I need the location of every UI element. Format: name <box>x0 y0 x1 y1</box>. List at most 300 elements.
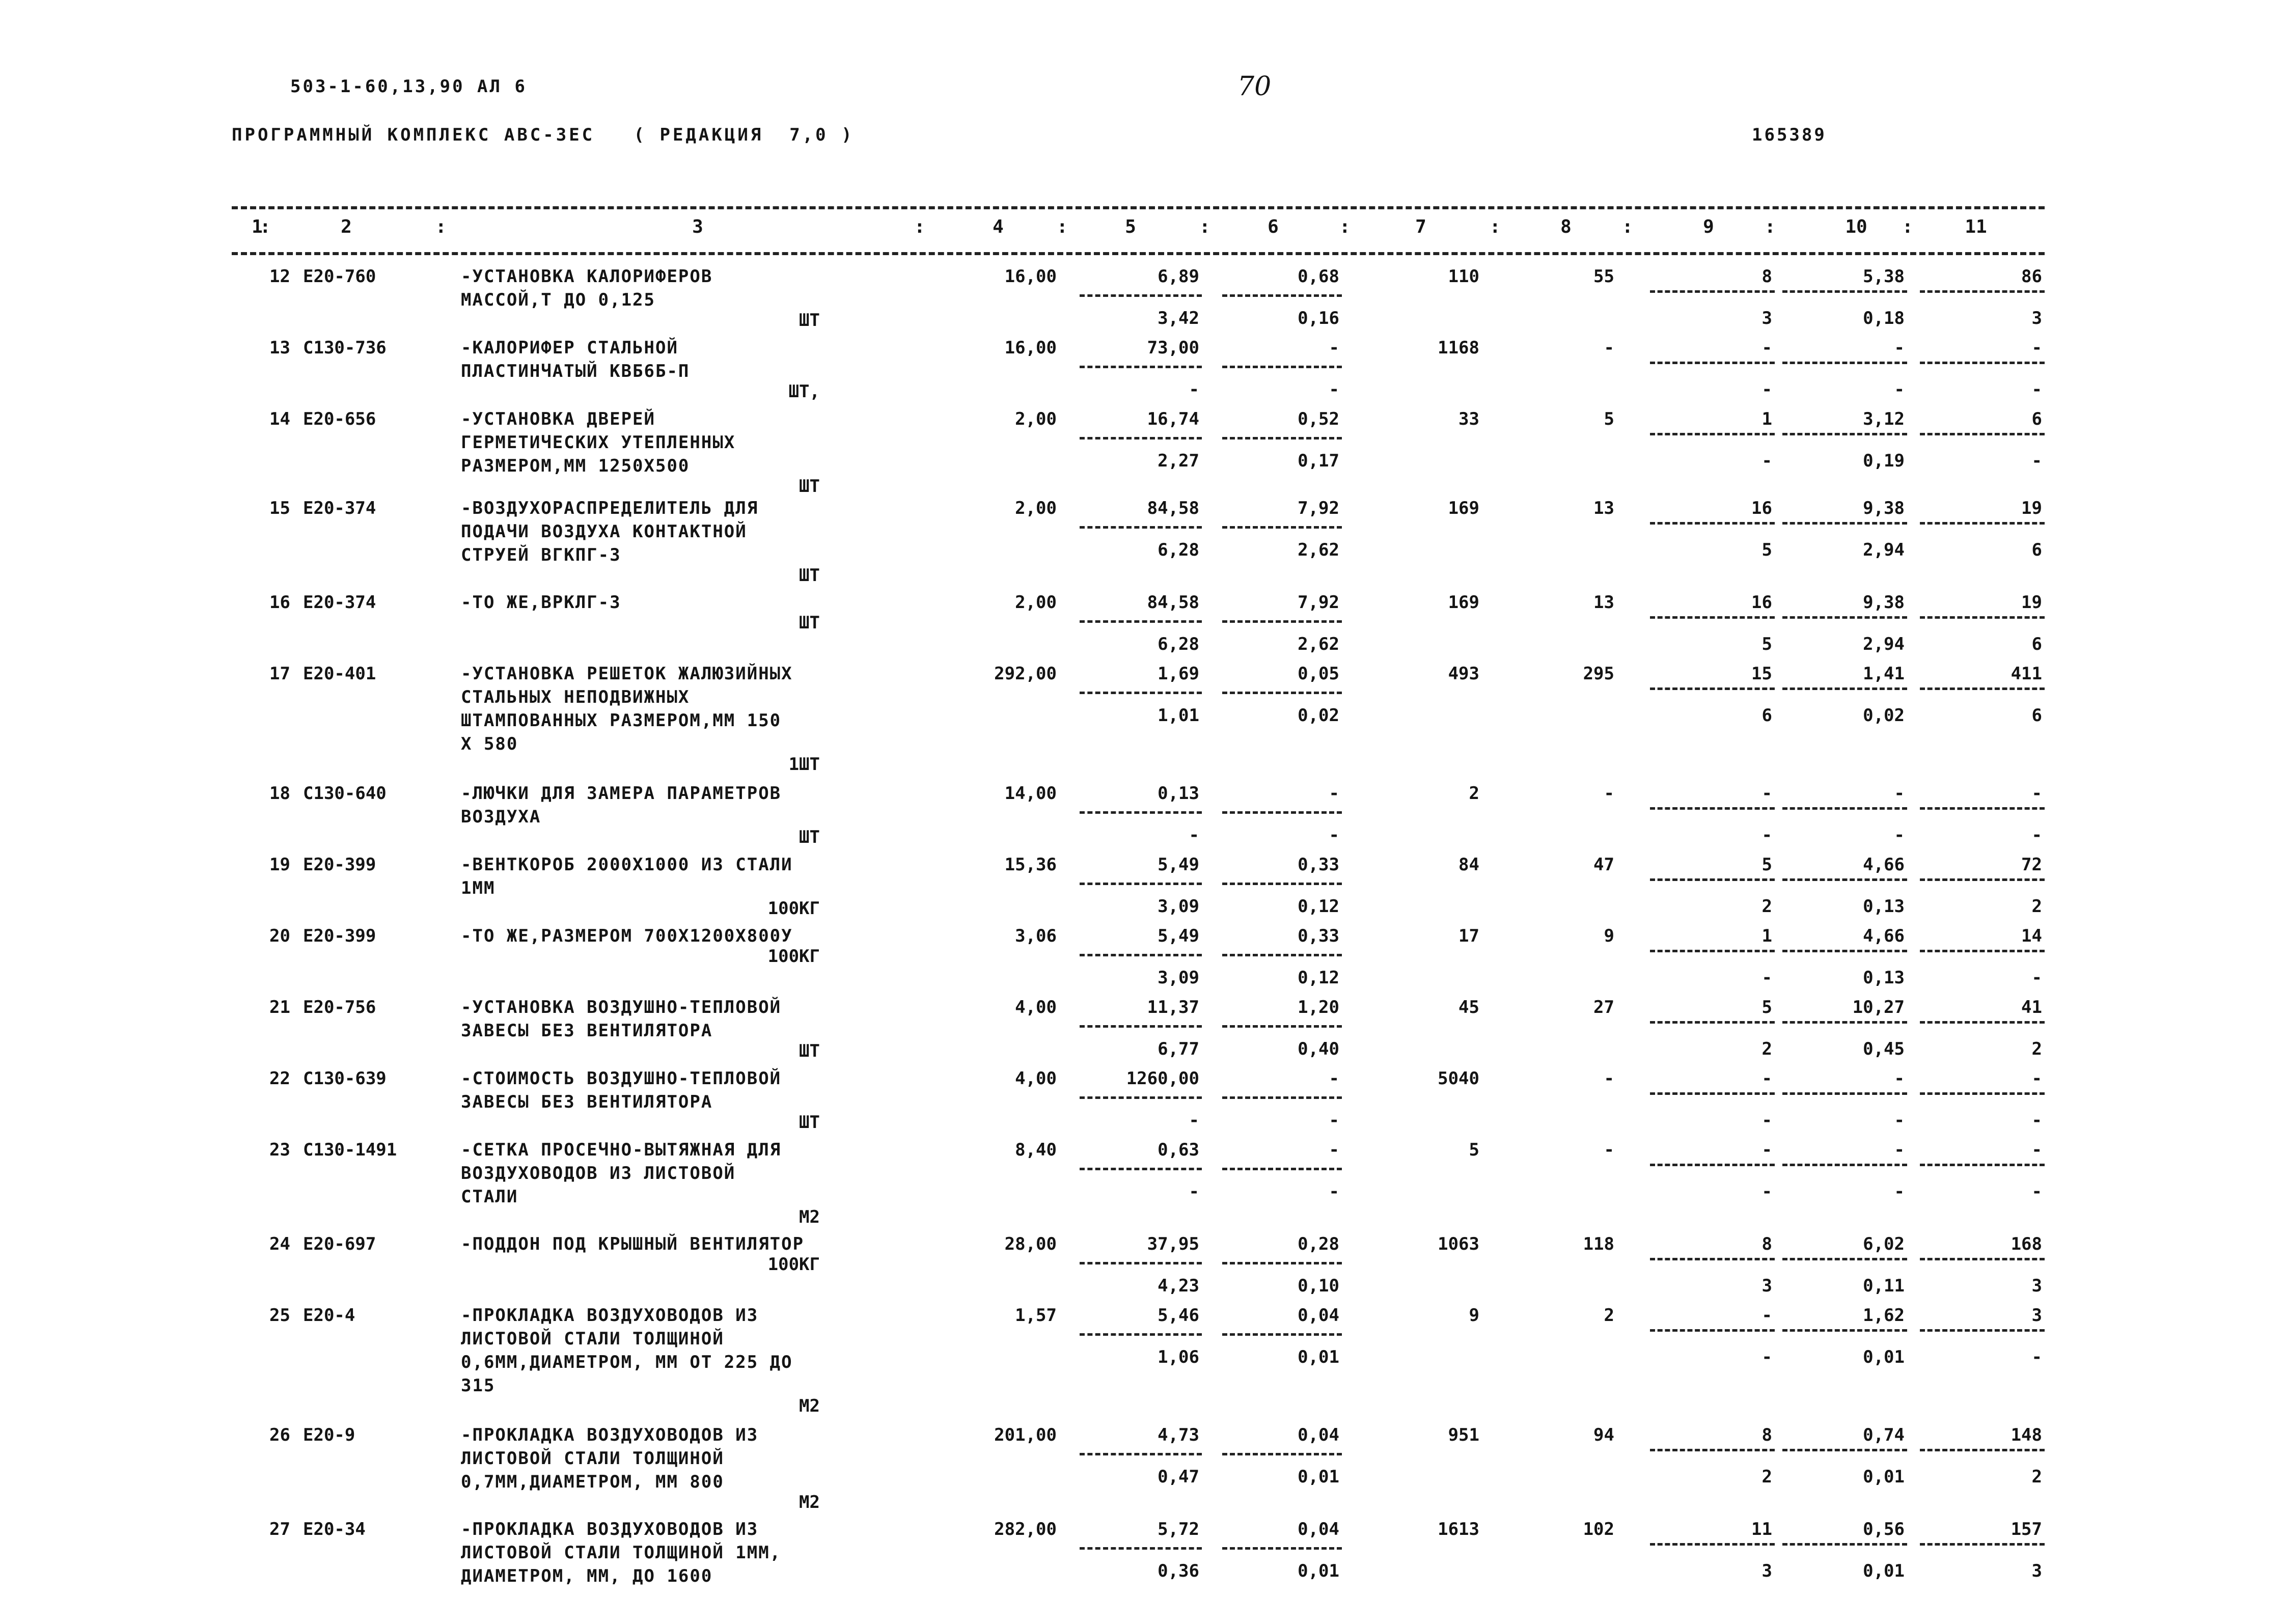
total-wages: 13 <box>1593 592 1614 613</box>
price-code: Е20-697 <box>303 1234 376 1254</box>
dashed-separator <box>1920 1092 2045 1095</box>
unit-cost-wages-secondary: 0,01 <box>1298 1467 1339 1487</box>
dashed-separator <box>1650 522 1775 525</box>
col11-value: 157 <box>2011 1519 2042 1539</box>
row-number: 24 <box>269 1234 290 1254</box>
col10-value: 9,38 <box>1863 592 1905 613</box>
col11-secondary: - <box>2031 1347 2042 1367</box>
description-line: -СТОИМОСТЬ ВОЗДУШНО-ТЕПЛОВОЙ <box>461 1068 782 1089</box>
description-line: ДИАМЕТРОМ, ММ, ДО 1600 <box>461 1566 713 1586</box>
dashed-separator <box>1222 1025 1342 1028</box>
dashed-separator <box>1782 1329 1907 1332</box>
dashed-separator <box>1782 1021 1907 1024</box>
col11-value: 41 <box>2021 997 2042 1017</box>
unit-of-measure: ШТ, <box>788 381 820 402</box>
unit-cost: 4,73 <box>1158 1425 1199 1445</box>
col10-value: 10,27 <box>1852 997 1905 1017</box>
row-number: 27 <box>269 1519 290 1539</box>
price-code: С130-639 <box>303 1068 387 1089</box>
dashed-separator <box>1782 1092 1907 1095</box>
description-line: -УСТАНОВКА ВОЗДУШНО-ТЕПЛОВОЙ <box>461 997 782 1017</box>
dashed-separator <box>1920 950 2045 952</box>
dashed-separator <box>1782 950 1907 952</box>
dashed-separator <box>1920 807 2045 810</box>
col10-value: 0,74 <box>1863 1425 1905 1445</box>
col9-secondary: 2 <box>1761 896 1772 917</box>
document-code: 503-1-60,13,90 АЛ 6 <box>290 76 527 97</box>
dashed-separator <box>1080 620 1202 623</box>
description-line: Х 580 <box>461 734 518 754</box>
description-line: СТАЛЬНЫХ НЕПОДВИЖНЫХ <box>461 687 690 707</box>
price-code: Е20-374 <box>303 498 376 518</box>
unit-of-measure: М2 <box>799 1207 820 1227</box>
dashed-separator <box>1920 616 2045 619</box>
col9-value: 8 <box>1761 1234 1772 1254</box>
total-cost: 33 <box>1458 409 1479 429</box>
unit-cost: 11,37 <box>1147 997 1199 1017</box>
unit-cost-wages-secondary: 0,16 <box>1298 308 1339 328</box>
total-wages: - <box>1604 338 1614 358</box>
col11-value: - <box>2031 1140 2042 1160</box>
unit-cost-secondary: 6,28 <box>1158 634 1199 654</box>
description-line: -УСТАНОВКА РЕШЕТОК ЖАЛЮЗИЙНЫХ <box>461 664 793 684</box>
row-number: 12 <box>269 266 290 287</box>
total-cost: 17 <box>1458 926 1479 946</box>
unit-cost-secondary: 6,28 <box>1158 540 1199 560</box>
unit-cost: 6,89 <box>1158 266 1199 287</box>
col10-secondary: 0,01 <box>1863 1467 1905 1487</box>
quantity: 8,40 <box>1015 1140 1057 1160</box>
quantity: 28,00 <box>1004 1234 1057 1254</box>
unit-cost: 73,00 <box>1147 338 1199 358</box>
col11-secondary: 2 <box>2031 1467 2042 1487</box>
dashed-separator <box>1920 1449 2045 1451</box>
col-header-4: 4 <box>993 216 1004 237</box>
unit-cost-wages: - <box>1329 1140 1339 1160</box>
dashed-separator <box>1650 1329 1775 1332</box>
col11-secondary: - <box>2031 968 2042 988</box>
col9-secondary: 6 <box>1761 705 1772 726</box>
dashed-separator <box>1080 526 1202 529</box>
col9-value: 16 <box>1751 592 1772 613</box>
col11-secondary: 6 <box>2031 705 2042 726</box>
col-header-5: 5 <box>1125 216 1136 237</box>
total-wages: - <box>1604 783 1614 804</box>
dashed-separator <box>1920 290 2045 293</box>
row-number: 16 <box>269 592 290 613</box>
unit-cost-wages-secondary: 0,17 <box>1298 451 1339 471</box>
unit-cost-wages: - <box>1329 783 1339 804</box>
col9-value: 8 <box>1761 1425 1772 1445</box>
description-line: -ТО ЖЕ,ВРКЛГ-3 <box>461 592 621 613</box>
unit-of-measure: ШТ <box>799 476 820 497</box>
dashed-separator <box>1650 1543 1775 1546</box>
description-line: ШТАМПОВАННЫХ РАЗМЕРОМ,ММ 150 <box>461 710 782 731</box>
unit-cost-wages-secondary: 0,12 <box>1298 896 1339 917</box>
col11-secondary: 6 <box>2031 634 2042 654</box>
row-number: 14 <box>269 409 290 429</box>
dashed-separator <box>1222 692 1342 694</box>
dashed-separator <box>1782 807 1907 810</box>
quantity: 282,00 <box>994 1519 1057 1539</box>
unit-of-measure: ШТ <box>799 1112 820 1133</box>
description-line: -ПРОКЛАДКА ВОЗДУХОВОДОВ ИЗ <box>461 1519 759 1539</box>
row-number: 20 <box>269 926 290 946</box>
unit-cost-wages: 0,04 <box>1298 1519 1339 1539</box>
dashed-separator <box>1650 433 1775 435</box>
col11-secondary: 2 <box>2031 1039 2042 1059</box>
description-line: -ПОДДОН ПОД КРЫШНЫЙ ВЕНТИЛЯТОР <box>461 1234 805 1254</box>
unit-cost-secondary: 2,27 <box>1158 451 1199 471</box>
col10-secondary: 0,19 <box>1863 451 1905 471</box>
unit-cost-secondary: - <box>1189 379 1199 400</box>
col10-value: 3,12 <box>1863 409 1905 429</box>
col10-secondary: - <box>1894 379 1905 400</box>
total-cost: 2 <box>1469 783 1479 804</box>
unit-of-measure: 1ШТ <box>788 754 820 775</box>
col10-secondary: 2,94 <box>1863 634 1905 654</box>
row-number: 17 <box>269 664 290 684</box>
dashed-separator <box>1080 692 1202 694</box>
unit-of-measure: 100КГ <box>767 1254 820 1275</box>
column-header-row: 1 : 2 : 3 : 4 : 5 : 6 : 7 : 8 : 9 : 10 : 11 <box>232 216 2045 247</box>
col11-value: 19 <box>2021 498 2042 518</box>
col10-secondary: 0,13 <box>1863 896 1905 917</box>
description-line: МАССОЙ,Т ДО 0,125 <box>461 290 655 310</box>
dashed-separator <box>1782 1543 1907 1546</box>
dashed-separator <box>1080 437 1202 439</box>
col11-value: 19 <box>2021 592 2042 613</box>
unit-cost-secondary: 0,47 <box>1158 1467 1199 1487</box>
unit-cost-wages-secondary: 2,62 <box>1298 634 1339 654</box>
description-line: ГЕРМЕТИЧЕСКИХ УТЕПЛЕННЫХ <box>461 432 736 453</box>
col9-value: - <box>1761 1305 1772 1326</box>
quantity: 3,06 <box>1015 926 1057 946</box>
total-wages: 55 <box>1593 266 1614 287</box>
dashed-separator <box>1080 366 1202 368</box>
col11-secondary: 3 <box>2031 1561 2042 1581</box>
col9-secondary: 5 <box>1761 540 1772 560</box>
dashed-separator <box>1080 954 1202 956</box>
col9-secondary: 5 <box>1761 634 1772 654</box>
description-line: 1ММ <box>461 878 495 898</box>
unit-cost-secondary: 1,01 <box>1158 705 1199 726</box>
col11-secondary: 2 <box>2031 896 2042 917</box>
quantity: 15,36 <box>1004 855 1057 875</box>
col-header-9: 9 <box>1703 216 1714 237</box>
col9-secondary: 2 <box>1761 1467 1772 1487</box>
price-code: Е20-374 <box>303 592 376 613</box>
description-line: 0,6ММ,ДИАМЕТРОМ, ММ ОТ 225 ДО <box>461 1352 793 1372</box>
unit-of-measure: ШТ <box>799 565 820 586</box>
row-number: 13 <box>269 338 290 358</box>
price-code: Е20-656 <box>303 409 376 429</box>
row-number: 19 <box>269 855 290 875</box>
unit-cost-wages-secondary: 0,01 <box>1298 1347 1339 1367</box>
col9-secondary: - <box>1761 379 1772 400</box>
col10-value: - <box>1894 783 1905 804</box>
quantity: 4,00 <box>1015 1068 1057 1089</box>
dashed-separator <box>1222 620 1342 623</box>
col9-value: - <box>1761 783 1772 804</box>
dashed-separator <box>1650 878 1775 881</box>
row-number: 21 <box>269 997 290 1017</box>
col11-secondary: 3 <box>2031 1276 2042 1296</box>
col10-secondary: - <box>1894 1110 1905 1131</box>
col9-value: 5 <box>1761 997 1772 1017</box>
quantity: 292,00 <box>994 664 1057 684</box>
dashed-separator <box>1080 1262 1202 1264</box>
col9-secondary: - <box>1761 825 1772 845</box>
col10-value: - <box>1894 338 1905 358</box>
col11-secondary: - <box>2031 1110 2042 1131</box>
description-line: 0,7ММ,ДИАМЕТРОМ, ММ 800 <box>461 1472 724 1492</box>
col10-value: 4,66 <box>1863 855 1905 875</box>
col9-value: 5 <box>1761 855 1772 875</box>
unit-of-measure: М2 <box>799 1492 820 1512</box>
col9-secondary: - <box>1761 1110 1772 1131</box>
unit-cost-secondary: - <box>1189 1110 1199 1131</box>
description-line: ПОДАЧИ ВОЗДУХА КОНТАКТНОЙ <box>461 521 747 542</box>
col11-value: 72 <box>2021 855 2042 875</box>
description-line: -ЛЮЧКИ ДЛЯ ЗАМЕРА ПАРАМЕТРОВ <box>461 783 782 804</box>
quantity: 1,57 <box>1015 1305 1057 1326</box>
row-number: 26 <box>269 1425 290 1445</box>
col11-value: 3 <box>2031 1305 2042 1326</box>
col11-secondary: 3 <box>2031 308 2042 328</box>
total-wages: 9 <box>1604 926 1614 946</box>
dashed-separator <box>1782 878 1907 881</box>
unit-cost-secondary: 3,09 <box>1158 896 1199 917</box>
total-wages: 13 <box>1593 498 1614 518</box>
dashed-separator <box>1222 883 1342 885</box>
col9-value: 1 <box>1761 926 1772 946</box>
dashed-separator <box>1650 807 1775 810</box>
quantity: 2,00 <box>1015 592 1057 613</box>
total-cost: 45 <box>1458 997 1479 1017</box>
unit-cost: 84,58 <box>1147 498 1199 518</box>
unit-of-measure: 100КГ <box>767 946 820 967</box>
unit-cost-wages: - <box>1329 338 1339 358</box>
row-number: 22 <box>269 1068 290 1089</box>
col11-secondary: - <box>2031 825 2042 845</box>
dashed-separator <box>1222 1453 1342 1455</box>
unit-cost-wages-secondary: 2,62 <box>1298 540 1339 560</box>
unit-cost-wages-secondary: 0,01 <box>1298 1561 1339 1581</box>
dashed-separator <box>1782 1258 1907 1260</box>
col10-value: - <box>1894 1068 1905 1089</box>
unit-cost-wages-secondary: 0,10 <box>1298 1276 1339 1296</box>
description-line: РАЗМЕРОМ,ММ 1250Х500 <box>461 456 690 476</box>
description-line: -УСТАНОВКА ДВЕРЕЙ <box>461 409 655 429</box>
total-cost: 5 <box>1469 1140 1479 1160</box>
dashed-separator <box>1650 687 1775 690</box>
quantity: 2,00 <box>1015 498 1057 518</box>
col9-value: 1 <box>1761 409 1772 429</box>
col9-value: 16 <box>1751 498 1772 518</box>
dashed-separator <box>1222 1262 1342 1264</box>
col10-value: 6,02 <box>1863 1234 1905 1254</box>
price-code: Е20-399 <box>303 855 376 875</box>
unit-cost: 1260,00 <box>1126 1068 1199 1089</box>
dashed-separator <box>1782 616 1907 619</box>
unit-cost-wages-secondary: 0,02 <box>1298 705 1339 726</box>
dashed-separator <box>1080 811 1202 814</box>
col10-value: - <box>1894 1140 1905 1160</box>
dashed-separator <box>1650 290 1775 293</box>
row-number: 15 <box>269 498 290 518</box>
unit-cost-secondary: 6,77 <box>1158 1039 1199 1059</box>
dashed-separator <box>1920 433 2045 435</box>
unit-cost-secondary: 4,23 <box>1158 1276 1199 1296</box>
unit-cost: 84,58 <box>1147 592 1199 613</box>
unit-of-measure: ШТ <box>799 1041 820 1061</box>
total-cost: 1613 <box>1438 1519 1479 1539</box>
unit-cost-wages: 0,52 <box>1298 409 1339 429</box>
quantity: 16,00 <box>1004 338 1057 358</box>
description-line: ВОЗДУХОВОДОВ ИЗ ЛИСТОВОЙ <box>461 1163 736 1183</box>
dashed-separator <box>1920 1021 2045 1024</box>
unit-cost-wages-secondary: - <box>1329 379 1339 400</box>
unit-cost: 0,13 <box>1158 783 1199 804</box>
col11-value: 148 <box>2011 1425 2042 1445</box>
col11-value: - <box>2031 338 2042 358</box>
row-number: 23 <box>269 1140 290 1160</box>
col-header-7: 7 <box>1415 216 1426 237</box>
description-line: -ПРОКЛАДКА ВОЗДУХОВОДОВ ИЗ <box>461 1425 759 1445</box>
total-wages: 5 <box>1604 409 1614 429</box>
unit-cost-wages-secondary: 0,12 <box>1298 968 1339 988</box>
dashed-separator <box>1650 950 1775 952</box>
dashed-separator <box>1080 1333 1202 1336</box>
dashed-separator <box>1222 294 1342 297</box>
price-code: Е20-4 <box>303 1305 355 1326</box>
col11-value: - <box>2031 1068 2042 1089</box>
unit-of-measure: ШТ <box>799 827 820 847</box>
description-line: СТРУЕЙ ВГКПГ-3 <box>461 545 621 565</box>
col11-secondary: - <box>2031 451 2042 471</box>
total-wages: 295 <box>1583 664 1614 684</box>
dashed-separator <box>1080 1547 1202 1550</box>
unit-cost: 5,49 <box>1158 926 1199 946</box>
price-code: С130-1491 <box>303 1140 397 1160</box>
dashed-separator <box>1782 362 1907 364</box>
dashed-separator <box>1920 1164 2045 1166</box>
total-cost: 493 <box>1448 664 1479 684</box>
unit-cost-wages: 0,33 <box>1298 926 1339 946</box>
dashed-separator <box>1080 294 1202 297</box>
page-number: 70 <box>1237 71 1272 102</box>
unit-cost-wages: 0,05 <box>1298 664 1339 684</box>
dashed-separator <box>1222 811 1342 814</box>
description-line: 315 <box>461 1375 495 1396</box>
col9-value: 11 <box>1751 1519 1772 1539</box>
col10-secondary: 0,01 <box>1863 1561 1905 1581</box>
unit-cost-secondary: 3,09 <box>1158 968 1199 988</box>
col10-secondary: 0,01 <box>1863 1347 1905 1367</box>
total-cost: 5040 <box>1438 1068 1479 1089</box>
unit-of-measure: 100КГ <box>767 898 820 919</box>
dashed-separator <box>1920 1258 2045 1260</box>
total-wages: 118 <box>1583 1234 1614 1254</box>
dashed-separator <box>1650 616 1775 619</box>
quantity: 201,00 <box>994 1425 1057 1445</box>
col11-secondary: 6 <box>2031 540 2042 560</box>
col-header-6: 6 <box>1268 216 1279 237</box>
unit-cost-wages: 0,04 <box>1298 1425 1339 1445</box>
col10-secondary: - <box>1894 1181 1905 1202</box>
col9-secondary: 3 <box>1761 1276 1772 1296</box>
dashed-separator <box>1222 1547 1342 1550</box>
description-line: ЛИСТОВОЙ СТАЛИ ТОЛЩИНОЙ 1ММ, <box>461 1543 782 1563</box>
unit-cost-wages-secondary: - <box>1329 1181 1339 1202</box>
col11-value: 6 <box>2031 409 2042 429</box>
col9-value: - <box>1761 1068 1772 1089</box>
description-line: ЛИСТОВОЙ СТАЛИ ТОЛЩИНОЙ <box>461 1329 724 1349</box>
dashed-separator <box>1222 366 1342 368</box>
unit-cost: 0,63 <box>1158 1140 1199 1160</box>
col9-secondary: - <box>1761 451 1772 471</box>
description-line: -КАЛОРИФЕР СТАЛЬНОЙ <box>461 338 678 358</box>
unit-cost-secondary: - <box>1189 825 1199 845</box>
description-line: -УСТАНОВКА КАЛОРИФЕРОВ <box>461 266 713 287</box>
col10-secondary: 0,02 <box>1863 705 1905 726</box>
price-code: Е20-9 <box>303 1425 355 1445</box>
dashed-separator <box>1650 1164 1775 1166</box>
description-line: ВОЗДУХА <box>461 807 541 827</box>
col11-value: 86 <box>2021 266 2042 287</box>
dashed-separator <box>1650 362 1775 364</box>
total-wages: 2 <box>1604 1305 1614 1326</box>
dashed-separator <box>1650 1092 1775 1095</box>
description-line: ПЛАСТИНЧАТЫЙ КВБ6Б-П <box>461 361 690 381</box>
row-number: 18 <box>269 783 290 804</box>
dashed-separator <box>1920 878 2045 881</box>
total-cost: 9 <box>1469 1305 1479 1326</box>
total-wages: - <box>1604 1068 1614 1089</box>
col10-value: 4,66 <box>1863 926 1905 946</box>
col10-value: 1,41 <box>1863 664 1905 684</box>
total-cost: 1168 <box>1438 338 1479 358</box>
col9-value: 15 <box>1751 664 1772 684</box>
col9-value: - <box>1761 1140 1772 1160</box>
total-wages: 27 <box>1593 997 1614 1017</box>
dashed-separator <box>1080 1453 1202 1455</box>
dashed-separator <box>1920 687 2045 690</box>
total-cost: 169 <box>1448 592 1479 613</box>
col9-secondary: 2 <box>1761 1039 1772 1059</box>
col-header-1: 1 <box>252 216 263 237</box>
description-line: -СЕТКА ПРОСЕЧНО-ВЫТЯЖНАЯ ДЛЯ <box>461 1140 782 1160</box>
unit-cost-wages: 1,20 <box>1298 997 1339 1017</box>
unit-cost: 1,69 <box>1158 664 1199 684</box>
col-header-8: 8 <box>1560 216 1572 237</box>
total-wages: - <box>1604 1140 1614 1160</box>
col11-secondary: - <box>2031 379 2042 400</box>
unit-cost-secondary: 3,42 <box>1158 308 1199 328</box>
price-code: Е20-399 <box>303 926 376 946</box>
price-code: Е20-760 <box>303 266 376 287</box>
dashed-separator <box>1650 1258 1775 1260</box>
price-code: Е20-401 <box>303 664 376 684</box>
unit-of-measure: М2 <box>799 1396 820 1416</box>
dashed-separator <box>1782 1449 1907 1451</box>
col10-secondary: 0,45 <box>1863 1039 1905 1059</box>
col9-secondary: - <box>1761 1347 1772 1367</box>
dashed-separator <box>1782 1164 1907 1166</box>
unit-cost-secondary: 1,06 <box>1158 1347 1199 1367</box>
col11-value: 168 <box>2011 1234 2042 1254</box>
